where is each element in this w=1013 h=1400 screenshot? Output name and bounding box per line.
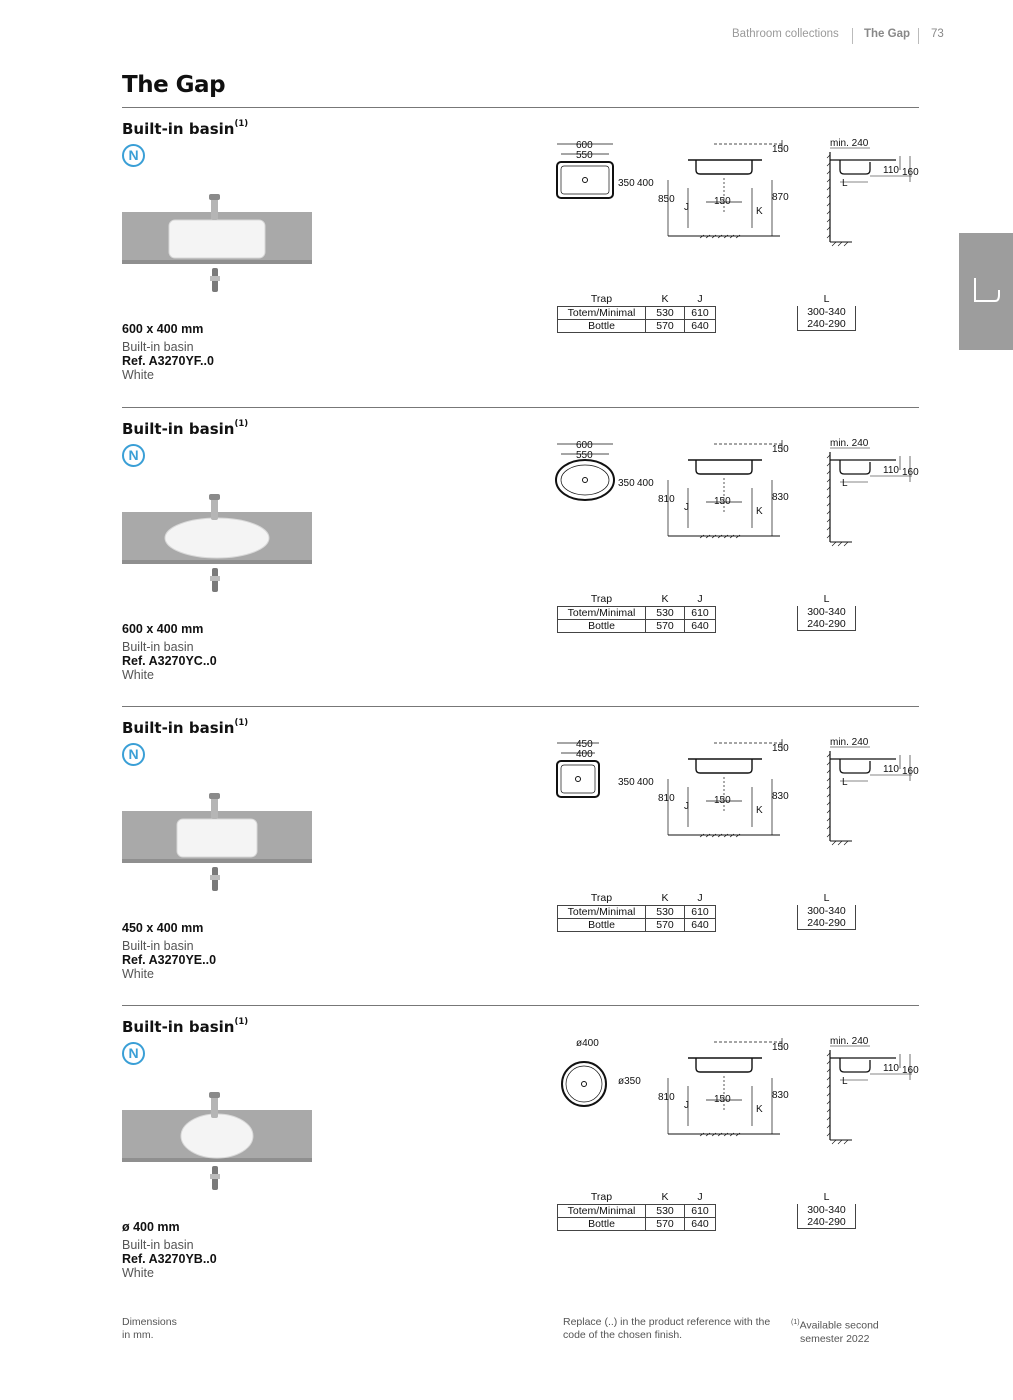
basin-shape xyxy=(165,518,269,558)
table-cell: 300-340 xyxy=(798,905,856,917)
label-k: K xyxy=(756,206,763,217)
side-view xyxy=(827,448,912,546)
j-col-header: J xyxy=(697,293,703,305)
dim-side-b: 160 xyxy=(902,766,919,777)
trap-table-header xyxy=(558,1190,716,1205)
dim-inner-height: 350 xyxy=(618,777,635,788)
product-finish: White xyxy=(122,967,154,981)
product-description: Built-in basin xyxy=(122,939,194,953)
side-view xyxy=(827,148,912,246)
new-badge: N xyxy=(122,1042,145,1065)
product-title xyxy=(122,120,248,138)
trap-table-header xyxy=(558,292,716,307)
table-cell: 610 xyxy=(685,906,716,919)
dim-inner-height: ø350 xyxy=(618,1076,641,1087)
product-finish: White xyxy=(122,368,154,382)
product-section xyxy=(0,108,1013,408)
product-dimensions: ø 400 mm xyxy=(122,1220,180,1234)
table-row xyxy=(558,307,716,320)
table-cell: 610 xyxy=(685,1205,716,1218)
product-title xyxy=(122,420,248,438)
table-cell: 570 xyxy=(646,919,685,932)
table-cell: 640 xyxy=(685,620,716,633)
product-reference: Ref. A3270YB..0 xyxy=(122,1252,217,1266)
k-col-header: K xyxy=(661,892,669,904)
new-badge: N xyxy=(122,144,145,167)
trap-table xyxy=(557,292,716,333)
label-j: J xyxy=(684,801,689,812)
table-cell: 610 xyxy=(685,607,716,620)
header-divider xyxy=(852,28,853,44)
dim-inner-width: 550 xyxy=(576,450,593,461)
dim-side-a: 110 xyxy=(883,465,899,476)
product-dimensions: 450 x 400 mm xyxy=(122,921,204,935)
table-cell: 640 xyxy=(685,919,716,932)
table-row xyxy=(558,1205,716,1218)
footer-units xyxy=(122,1316,177,1342)
product-title xyxy=(122,719,248,737)
footer-availability xyxy=(791,1316,879,1346)
k-col-header: K xyxy=(661,1191,669,1203)
product-description: Built-in basin xyxy=(122,640,194,654)
footnote-mark: (1) xyxy=(234,119,249,129)
label-l: L xyxy=(842,1076,848,1087)
k-col-header: K xyxy=(661,293,669,305)
table-cell: Bottle xyxy=(558,919,646,932)
table-row xyxy=(558,919,716,932)
front-view xyxy=(668,739,782,837)
table-cell: Bottle xyxy=(558,320,646,333)
dim-drain-spacing: 150 xyxy=(714,795,731,806)
label-l: L xyxy=(842,478,848,489)
trap-table-header xyxy=(558,592,716,607)
table-cell: 640 xyxy=(685,320,716,333)
footer-replace-line: code of the chosen finish. xyxy=(563,1329,683,1341)
product-dimensions: 600 x 400 mm xyxy=(122,622,204,636)
technical-drawing xyxy=(550,1036,920,1166)
table-cell: 570 xyxy=(646,620,685,633)
dim-inner-width: 400 xyxy=(576,749,593,760)
new-badge: N xyxy=(122,743,145,766)
l-col-header: L xyxy=(823,293,830,305)
dim-left-height: 850 xyxy=(658,194,675,205)
table-cell: 240-290 xyxy=(798,318,856,331)
footnote-mark: (1) xyxy=(791,1319,800,1326)
dim-right-height: 830 xyxy=(772,492,789,503)
trap-table xyxy=(557,891,716,932)
product-finish: White xyxy=(122,1266,154,1280)
footer-avail-line: Available second xyxy=(799,1319,879,1332)
dim-tap-offset: 150 xyxy=(772,444,789,455)
technical-drawing xyxy=(550,438,920,568)
label-l: L xyxy=(842,178,848,189)
footer-replace-line: Replace (..) in the product reference with the xyxy=(563,1316,771,1328)
table-cell: Bottle xyxy=(558,1218,646,1231)
dim-drain-spacing: 150 xyxy=(714,496,731,507)
product-photo xyxy=(122,180,312,305)
dim-outer-height: 400 xyxy=(637,178,654,189)
side-view xyxy=(827,1046,912,1144)
dim-side-a: 110 xyxy=(883,1063,899,1074)
product-title-text: Built-in basin xyxy=(122,719,235,737)
j-col-header: J xyxy=(697,1191,703,1203)
l-col-header: L xyxy=(823,892,830,904)
table-cell: 640 xyxy=(685,1218,716,1231)
table-cell: 240-290 xyxy=(798,618,856,631)
dim-side-a: 110 xyxy=(883,764,899,775)
dim-left-height: 810 xyxy=(658,793,675,804)
trap-col-header: Trap xyxy=(590,293,613,305)
dim-outer-width: 600 xyxy=(576,140,593,151)
header-divider xyxy=(918,28,919,44)
product-title-text: Built-in basin xyxy=(122,120,235,138)
dim-outer-height: 400 xyxy=(637,478,654,489)
product-section xyxy=(0,707,1013,1007)
dim-outer-width: ø400 xyxy=(576,1038,599,1049)
table-cell: Bottle xyxy=(558,620,646,633)
front-view xyxy=(668,1038,782,1136)
trap-table xyxy=(557,1190,716,1231)
table-cell: 240-290 xyxy=(798,917,856,930)
trap-table-header xyxy=(558,891,716,906)
l-table xyxy=(797,592,856,631)
dim-outer-width: 600 xyxy=(576,440,593,451)
dim-side-a: 110 xyxy=(883,165,899,176)
dim-tap-offset: 150 xyxy=(772,743,789,754)
product-description: Built-in basin xyxy=(122,340,194,354)
l-table xyxy=(797,891,856,930)
table-cell: 240-290 xyxy=(798,1216,856,1229)
footnote-mark: (1) xyxy=(234,1017,249,1027)
l-table xyxy=(797,1190,856,1229)
footnote-mark: (1) xyxy=(234,718,249,728)
trap-col-header: Trap xyxy=(590,1191,613,1203)
product-section xyxy=(0,408,1013,708)
table-cell: Totem/Minimal xyxy=(558,1205,646,1218)
page-number: 73 xyxy=(931,28,944,40)
dim-side-b: 160 xyxy=(902,467,919,478)
product-photo xyxy=(122,1078,312,1203)
dim-min: min. 240 xyxy=(830,737,869,748)
table-cell: Totem/Minimal xyxy=(558,607,646,620)
dim-outer-width: 450 xyxy=(576,739,593,750)
dim-right-height: 870 xyxy=(772,192,789,203)
table-cell: 610 xyxy=(685,307,716,320)
dim-min: min. 240 xyxy=(830,438,869,449)
table-cell: 530 xyxy=(646,906,685,919)
l-col-header: L xyxy=(823,1191,830,1203)
basin-shape xyxy=(177,819,257,857)
table-cell: 300-340 xyxy=(798,1204,856,1216)
technical-drawing xyxy=(550,138,920,268)
basin-shape xyxy=(169,220,265,258)
new-badge: N xyxy=(122,444,145,467)
header-collection: The Gap xyxy=(864,28,911,40)
trap-col-header: Trap xyxy=(590,593,613,605)
table-row xyxy=(558,1218,716,1231)
product-finish: White xyxy=(122,668,154,682)
product-dimensions: 600 x 400 mm xyxy=(122,322,204,336)
table-row xyxy=(558,607,716,620)
dim-drain-spacing: 150 xyxy=(714,1094,731,1105)
dim-inner-width: 550 xyxy=(576,150,593,161)
product-title-text: Built-in basin xyxy=(122,1018,235,1036)
product-reference: Ref. A3270YC..0 xyxy=(122,654,217,668)
dim-min: min. 240 xyxy=(830,1036,869,1047)
footnote-mark: (1) xyxy=(234,419,249,429)
dim-left-height: 810 xyxy=(658,1092,675,1103)
dim-left-height: 810 xyxy=(658,494,675,505)
l-col-header: L xyxy=(823,593,830,605)
label-k: K xyxy=(756,805,763,816)
label-j: J xyxy=(684,202,689,213)
label-k: K xyxy=(756,1104,763,1115)
dim-tap-offset: 150 xyxy=(772,144,789,155)
product-title-text: Built-in basin xyxy=(122,420,235,438)
label-l: L xyxy=(842,777,848,788)
table-cell: 300-340 xyxy=(798,606,856,618)
dim-drain-spacing: 150 xyxy=(714,196,731,207)
dim-inner-height: 350 xyxy=(618,178,635,189)
top-view xyxy=(562,1062,606,1106)
front-view xyxy=(668,140,782,238)
l-table xyxy=(797,292,856,331)
dim-right-height: 830 xyxy=(772,1090,789,1101)
front-view xyxy=(668,440,782,538)
footer-avail-line: semester 2022 xyxy=(800,1332,870,1345)
product-title xyxy=(122,1018,248,1036)
product-description: Built-in basin xyxy=(122,1238,194,1252)
table-cell: 570 xyxy=(646,320,685,333)
j-col-header: J xyxy=(697,593,703,605)
dim-right-height: 830 xyxy=(772,791,789,802)
dim-min: min. 240 xyxy=(830,138,869,149)
product-reference: Ref. A3270YF..0 xyxy=(122,354,214,368)
trap-col-header: Trap xyxy=(590,892,613,904)
footer-replace-note xyxy=(563,1316,770,1342)
table-row xyxy=(558,620,716,633)
dim-side-b: 160 xyxy=(902,1065,919,1076)
technical-drawing xyxy=(550,737,920,867)
product-photo xyxy=(122,779,312,904)
table-cell: 530 xyxy=(646,307,685,320)
j-col-header: J xyxy=(697,892,703,904)
table-cell: 530 xyxy=(646,1205,685,1218)
trap-table xyxy=(557,592,716,633)
product-reference: Ref. A3270YE..0 xyxy=(122,953,217,967)
table-cell: 300-340 xyxy=(798,306,856,318)
page-title: The Gap xyxy=(122,72,226,98)
table-cell: Totem/Minimal xyxy=(558,307,646,320)
side-view xyxy=(827,747,912,845)
header-section: Bathroom collections xyxy=(732,28,839,40)
table-row xyxy=(558,906,716,919)
dim-tap-offset: 150 xyxy=(772,1042,789,1053)
footer-units-line: in mm. xyxy=(122,1329,154,1341)
dim-inner-height: 350 xyxy=(618,478,635,489)
table-cell: 530 xyxy=(646,607,685,620)
table-row xyxy=(558,320,716,333)
product-section xyxy=(0,1006,1013,1306)
dim-side-b: 160 xyxy=(902,167,919,178)
table-cell: 570 xyxy=(646,1218,685,1231)
k-col-header: K xyxy=(661,593,669,605)
table-cell: Totem/Minimal xyxy=(558,906,646,919)
label-j: J xyxy=(684,1100,689,1111)
footer-units-line: Dimensions xyxy=(122,1316,177,1328)
product-photo xyxy=(122,480,312,605)
basin-shape xyxy=(181,1114,253,1158)
label-j: J xyxy=(684,502,689,513)
label-k: K xyxy=(756,506,763,517)
dim-outer-height: 400 xyxy=(637,777,654,788)
